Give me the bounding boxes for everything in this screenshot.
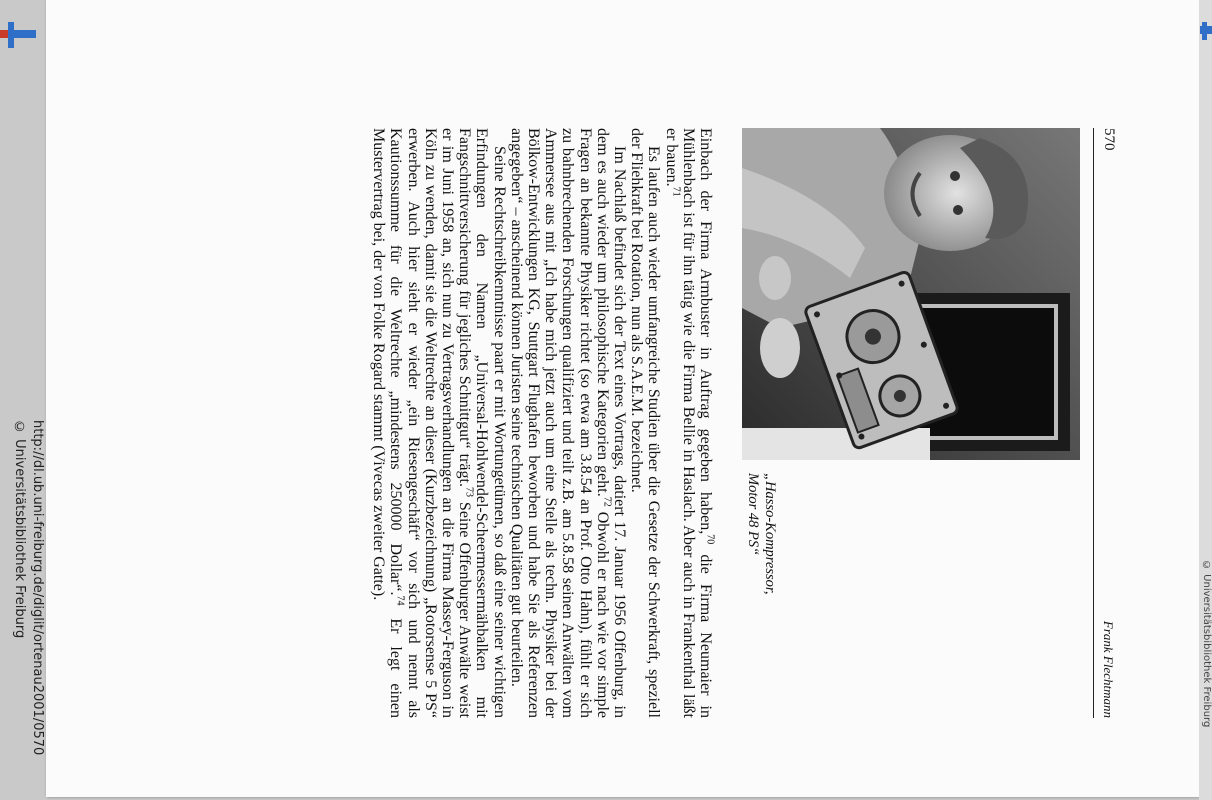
running-head (1093, 128, 1118, 718)
footnote-ref: 71 (669, 186, 681, 197)
scan-mark-left-icon (0, 22, 36, 48)
rotated-book-page (128, 128, 1118, 718)
page-number: 570 (1101, 128, 1117, 151)
footnote-ref: 70 (704, 534, 716, 545)
photo-compressor-man-icon (742, 128, 1080, 460)
footnote-ref: 72 (601, 496, 613, 507)
paragraph: Im Nachlaß befindet sich der Text eines Vortrags, datiert 17. Januar 1956 Offenburg, in dem es auch wieder um philosophische Kategorien geht.$^{72}$ Obwohl er nach wie vor simple Fragen an bekannte Physiker richtet (so etwa am 3.8.54 an Prof. Otto Hahn), fühlt er sich zu bahnbrechenden Forschungen qualifiziert und teilt z.B. am 5.8.58 seinen Anwälten vom Ammersee aus mit „Ich habe mich jetzt auch um eine Stelle als techn. Physiker bei der Bölkow-Entwicklungen KG, Stuttgart Flughafen beworben und habe Sie als Referenzen angegeben“ – anscheinend können Juristen seine technischen Qualitäten gut beurteilen. (507, 128, 628, 719)
footnote-ref: 74 (394, 595, 406, 606)
scan-mark-right-icon (1200, 22, 1212, 40)
running-author: Frank Flechtmann (1101, 620, 1116, 718)
paragraph: Es laufen auch wieder umfangreiche Studien über die Gesetze der Schwerkraft, speziell der Fliehkraft bei Rotation, nun als S.A.E.M. bezeichnet. (628, 128, 663, 718)
photo-caption (744, 473, 778, 713)
source-url[interactable]: http://dl.ub.uni-freiburg.de/diglit/ortenau2001/0570 (30, 420, 45, 756)
body-text (370, 128, 714, 718)
caption-line-1: „Hasso-Kompressor, (762, 473, 778, 595)
source-copyright: © Universitätsbibliothek Freiburg (12, 420, 27, 639)
paragraph: Einbach der Firma Armbuster in Auftrag gegeben haben,$^{70}$ die Firma Neumaier in Mühlenbach ist für ihn tätig wie die Firma Bellie in Haslach. Aber auch in Frankenthal läßt er bauen.$^{71}$ (662, 128, 716, 718)
caption-line-2: Motor 48 PS“ (745, 473, 761, 556)
photograph (742, 128, 1080, 460)
right-gutter-copyright: © Universitätsbibliothek Freiburg (1201, 560, 1212, 728)
left-gutter-source (0, 420, 46, 800)
paragraph: Seine Rechtschreibkenntnisse paart er mit Wortungetümen, so daß eine seiner wichtigen Erfindungen den Namen „Universal-Hohlwendel-Scheermessermähbalken mit Fangschnittversicherung für jegliches Schnittgut“ trägt.$^{73}$ Seine Offenburger Anwälte weist er im Juni 1958 an, sich nun zu Vertragsverhandlungen an die Firma Massey-Ferguson in Köln zu wenden, damit sie die Weltrechte an dieser (Kurzbezeichnung) „Rotorsense 5 PS“ erwerben. Auch hier sieht er wieder „ein Riesengeschäft“ vor sich und nennt als Kautionssumme für die Weltrechte „mindestens 250000 Dollar“.$^{74}$ Er legt einen Mustervertrag bei, der von Folke Rogard stammt (Vivecas zweiter Gatte). (370, 128, 508, 718)
footnote-ref: 73 (463, 486, 475, 497)
